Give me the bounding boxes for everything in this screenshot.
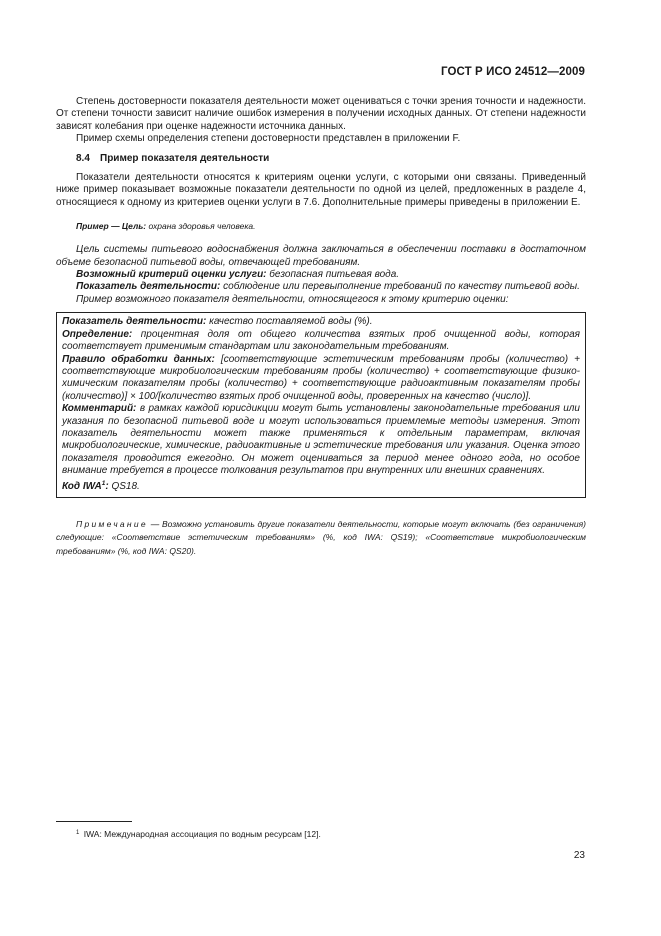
example-line xyxy=(56,221,586,232)
criterion-text: безопасная питьевая вода. xyxy=(266,269,400,281)
paragraph-indicators: Показатели деятельности относятся к критериям оценки услуги, с которыми они связаны. Приведенный ниже пример показывает возможные показатели деятельности по одной из целей, предложенных в разделе 4, относящиеся к одному из критериев оценки услуги в 7.6. Дополнительные примеры приведены в приложении Е. xyxy=(56,172,586,208)
box-definition-text: процентная доля от общего количества взятых проб очищенной воды, которая соответствует применимым стандартам или законодательным требованиям. xyxy=(62,328,580,353)
note-dash: — xyxy=(147,518,162,529)
note-paragraph xyxy=(56,518,586,559)
box-indicator-text: качество поставляемой воды (%). xyxy=(206,316,373,328)
indicator-label: Показатель деятельности: xyxy=(76,281,221,293)
box-code-colon: : xyxy=(105,480,109,492)
section-title: Пример показателя деятельности xyxy=(100,152,270,164)
box-code-label: Код IWA xyxy=(62,480,102,492)
example-goal: Цель системы питьевого водоснабжения должна заключаться в обеспечении поставки в достаточном объеме безопасной питьевой воды, отвечающей требованиям. xyxy=(56,244,586,268)
footnote-text: IWA: Международная ассоциация по водным ресурсам [12]. xyxy=(81,829,321,839)
page-content xyxy=(56,96,586,558)
footnote-mark: 1 xyxy=(76,830,80,836)
page-number: 23 xyxy=(573,850,585,861)
footnote xyxy=(76,829,321,839)
box-definition xyxy=(62,329,580,354)
example-indicator xyxy=(56,281,586,293)
indicator-box xyxy=(56,312,586,498)
box-rule-label: Правило обработки данных: xyxy=(62,353,215,365)
note-text: Возможно установить другие показатели деятельности, которые могут включать (без ограничения) следующие: «Соответствие эстетическим требованиям» (%, код IWA: QS19); «Соответствие микробиологическим требованиям» (%, код IWA: QS20). xyxy=(56,518,586,556)
indicator-text: соблюдение или перевыполнение требований по качеству питьевой воды. xyxy=(220,281,580,293)
box-comment-text: в рамках каждой юрисдикции могут быть установлены законодательные требования или указания по безопасной питьевой воде и могут использоваться приемлемые методы измерения. Этот показатель деятельности может также применяться к отдельным параметрам, включая микробиологические, химические, радиоактивные и эстетические требования или указания. Оценка этого показателя проводится ежегодно. Он может оцениваться за период менее одного года, но особое внимание требуется в процессе толкования результатов при внутренних или внешних сравнениях. xyxy=(62,403,580,477)
criterion-label: Возможный критерий оценки услуги: xyxy=(76,269,267,281)
example-text: охрана здоровья человека. xyxy=(146,221,256,232)
paragraph-reliability: Степень достоверности показателя деятельности может оцениваться с точки зрения точности и надежности. От степени точности зависит наличие ошибок измерения в получении исходных данных. От степени надежности зависят колебания при оценке надежности источника данных. xyxy=(56,96,586,132)
note-label: Примечание xyxy=(76,518,148,529)
box-comment xyxy=(62,403,580,477)
box-definition-label: Определение: xyxy=(62,328,133,340)
document-code-header: ГОСТ Р ИСО 24512—2009 xyxy=(440,66,585,78)
box-rule-text: [соответствующие эстетическим требованиям пробы (количество) + соответствующие микробиологическим требованиям пробы (количество) + соответствующие физико-химическим показателям пробы (количество) + соответствующие радиоактивным показателям пробы (количество)] × 100/[количество взятых проб очищенной воды, проверенных на качество (число)]. xyxy=(62,353,580,402)
box-comment-label: Комментарий: xyxy=(62,403,137,415)
box-rule xyxy=(62,354,580,404)
section-number: 8.4 xyxy=(76,152,90,164)
example-label: Пример — Цель: xyxy=(76,221,147,232)
example-criterion xyxy=(56,269,586,281)
section-heading xyxy=(56,153,586,165)
example-intro: Пример возможного показателя деятельности, относящегося к этому критерию оценки: xyxy=(76,293,509,305)
box-indicator xyxy=(62,316,580,328)
footnote-divider xyxy=(56,821,132,822)
footnote-ref: 1 xyxy=(101,479,106,487)
paragraph-appendix-f: Пример схемы определения степени достоверности представлен в приложении F. xyxy=(76,133,461,145)
box-code-text: QS18. xyxy=(108,480,140,492)
box-code xyxy=(62,478,580,493)
box-indicator-label: Показатель деятельности: xyxy=(62,316,207,328)
